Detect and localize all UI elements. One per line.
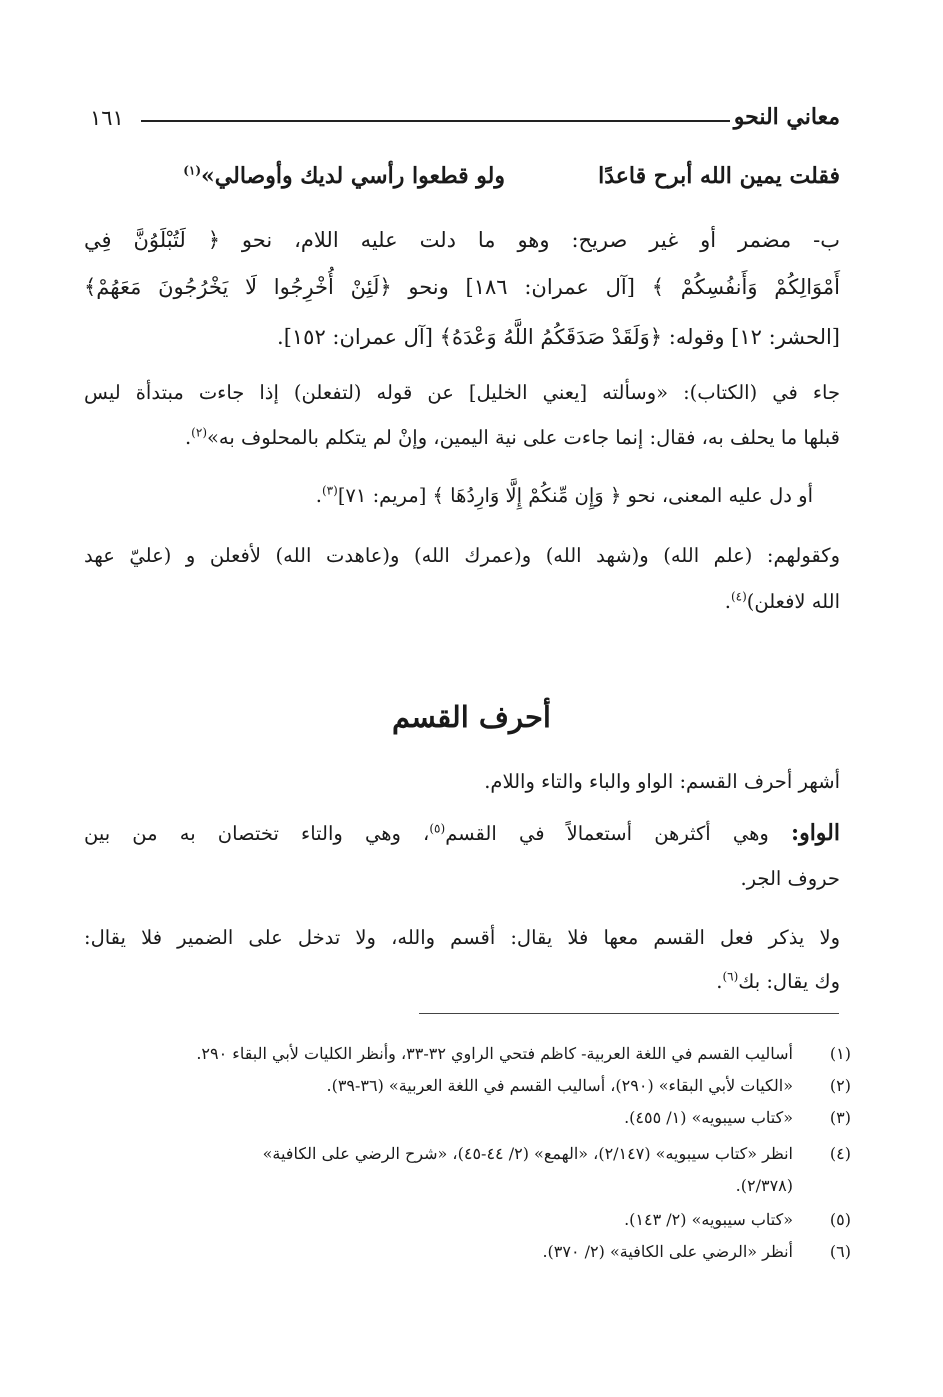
- footnote-ref: (١): [183, 163, 202, 178]
- footnote-ref: (٥): [429, 821, 446, 836]
- para-not-line2: وك يقال: بك$^{(٦)}$.: [716, 969, 840, 993]
- para-meaning: أو دل عليه المعنى، نحو ﴿ وَإِن مِّنكُمْ إِلَّا وَارِدُهَا ﴾ [مريم: ٧١]$^{(٣)}$.: [315, 483, 813, 507]
- para-kitab-line1: جاء في (الكتاب): «وسألته [يعني الخليل] عن قوله (لتفعلن) إذا جاءت مبتدأة ليس: [84, 381, 840, 404]
- term-waw: الواو:: [790, 820, 840, 846]
- footnote-5: (٥)«كتاب سيبويه» (٢/ ١٤٣).: [624, 1210, 851, 1229]
- para-famous: أشهر أحرف القسم: الواو والباء والتاء واللام.: [484, 770, 840, 793]
- footnote-4-cont: (٢/٣٧٨).: [735, 1176, 793, 1195]
- para-waw-line1: الواو: وهي أكثرهن أستعمالاً في القسم$^{(٥)}$، وهي والتاء تختصان به من بين: [84, 820, 840, 846]
- footnote-ref: (٦): [722, 969, 739, 984]
- para-b-line1: ب- مضمر أو غير صريح: وهو ما دلت عليه اللام، نحو ﴿ لَتُبْلَوُنَّ فِي: [84, 228, 840, 252]
- page-number: ١٦١: [90, 106, 124, 130]
- para-b-line2: أَمْوَالِكُمْ وَأَنفُسِكُمْ ﴾ [آل عمران: ١٨٦] ونحو ﴿لَئِنْ أُخْرِجُوا لَا يَخْرُجُونَ مَعَهُمْ﴾: [84, 275, 840, 299]
- para-b-line3: [الحشر: ١٢] وقوله: ﴿وَلَقَدْ صَدَقَكُمُ اللَّهُ وَعْدَهُ﴾ [آل عمران: ١٥٢].: [277, 325, 840, 349]
- footnote-6: (٦)أنظر «الرضي على الكافية» (٢/ ٣٧٠).: [542, 1242, 851, 1261]
- header-rule: [141, 120, 730, 122]
- footnote-separator: [419, 1013, 839, 1014]
- page-header: [86, 104, 840, 140]
- poetry-verse: [84, 163, 840, 203]
- para-examples-line2: الله لافعلن)$^{(٤)}$.: [724, 589, 840, 613]
- para-waw-line2: حروف الجر.: [740, 867, 840, 890]
- para-examples-line1: وكقولهم: (علم الله) و(شهد الله) و(عمرك الله) و(عاهدت الله) لأفعلن و (عليّ عهد: [84, 544, 840, 567]
- footnote-3: (٣)«كتاب سيبويه» (١/ ٤٥٥).: [624, 1108, 851, 1127]
- verse-hemistich-right: فقلت يمين الله أبرح قاعدًا: [598, 163, 840, 189]
- section-heading: أحرف القسم: [392, 700, 551, 734]
- book-title: معاني النحو: [733, 104, 840, 130]
- verse-hemistich-left: ولو قطعوا رأسي لديك وأوصالي»$^{(١)}$: [183, 163, 505, 189]
- footnote-ref: (٤): [730, 589, 747, 604]
- footnote-ref: (٣): [321, 483, 338, 498]
- para-not-line1: ولا يذكر فعل القسم معها فلا يقال: أقسم والله، ولا تدخل على الضمير فلا يقال:: [84, 926, 840, 949]
- footnote-4: (٤)انظر «كتاب سيبويه» (٢/١٤٧)، «الهمع» (٢/ ٤٤-٤٥)، «شرح الرضي على الكافية»: [262, 1144, 851, 1163]
- footnote-ref: (٢): [191, 425, 207, 440]
- para-kitab-line2: قبلها ما يحلف به، فقال: إنما جاءت على نية اليمين، وإنْ لم يتكلم بالمحلوف به»$^{(٢)}$.: [184, 425, 840, 449]
- footnote-2: (٢)«الكيات لأبي البقاء» (٢٩٠)، أساليب القسم في اللغة العربية» (٣٦-٣٩).: [326, 1076, 851, 1095]
- footnote-1: (١)أساليب القسم في اللغة العربية- كاظم فتحي الراوي ٣٢-٣٣، وأنظر الكليات لأبي البقاء ٢٩٠.: [196, 1044, 851, 1063]
